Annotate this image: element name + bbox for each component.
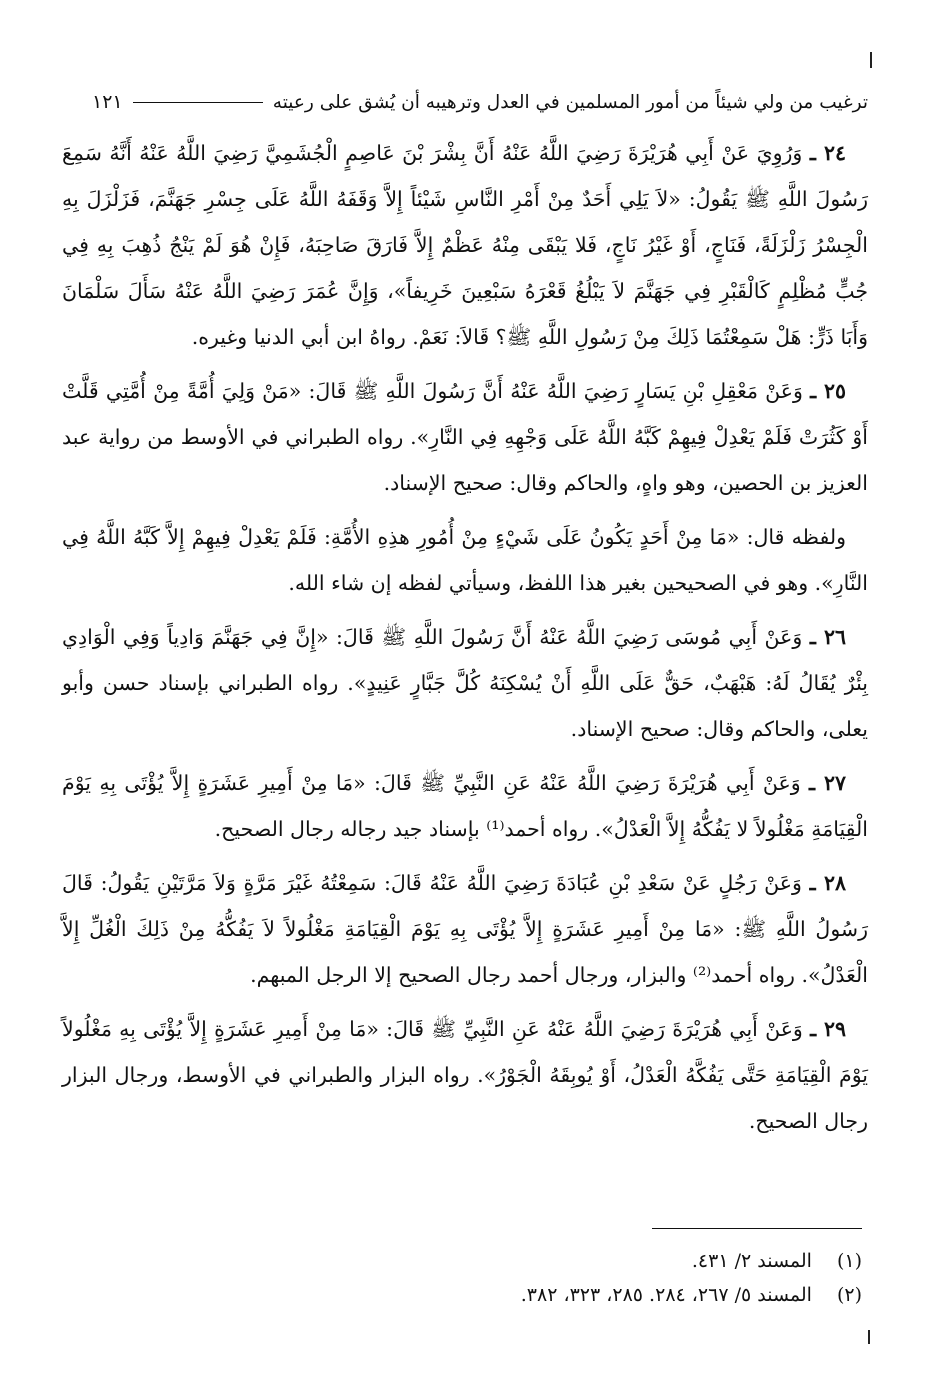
hadith-number: ٢٩ ـ: [810, 1017, 846, 1041]
hadith-text: وَعَنْ مَعْقِلِ بْنِ يَسَارٍ رَضِيَ اللَّهُ عَنْهُ أَنَّ رَسُولَ اللَّهِ ﷺ قَالَ: «مَنْ وَلِيَ أُمَّةً مِنْ أُمَّتِي قَلَّتْ أَوْ كَثُرَتْ فَلَمْ يَعْدِلْ فِيهِمْ كَبَّهُ اللَّهُ عَلَى وَجْهِهِ فِي النَّارِ». رواه الطبراني في الأوسط من رواية عبد العزيز بن الحصين، وهو واهٍ، والحاكم وقال: صحيح الإسناد.: [62, 379, 868, 495]
crop-mark: [870, 52, 872, 68]
footnote-number: (١): [836, 1250, 862, 1272]
hadith-number: ٢٦ ـ: [809, 625, 846, 649]
page-number: ١٢١: [92, 91, 123, 113]
running-header: [92, 82, 868, 122]
hadith-26: [62, 614, 868, 752]
hadith-27: [62, 760, 868, 852]
hadith-number: ٢٤ ـ: [809, 141, 846, 165]
footnote-1: [200, 1244, 862, 1278]
hadith-text: وَعَنْ رَجُلٍ عَنْ سَعْدِ بْنِ عُبَادَةَ رَضِيَ اللَّهُ عَنْهُ قَالَ: سَمِعْتُهُ غَيْرَ مَرَّةٍ وَلاَ مَرَّتَيْنِ يَقُولُ: قَالَ رَسُولُ اللَّهِ ﷺ: «مَا مِنْ أَمِيرِ عَشَرَةٍ إِلاَّ يُؤْتَى بِهِ يَوْمَ الْقِيَامَةِ مَغْلُولاً لاَ يَفُكُّهُ مِنْ ذَلِكَ الْغُلِّ إِلاَّ الْعَدْلُ». رواه أحمد⁽²⁾ والبزار، ورجال أحمد رجال الصحيح إلا الرجل المبهم.: [62, 871, 868, 987]
page-body: [62, 130, 868, 1152]
hadith-text: ولفظه قال: «مَا مِنْ أَحَدٍ يَكُونُ عَلَى شَيْءٍ مِنْ أُمُورِ هذِهِ الأُمَّةِ: فَلَمْ يَعْدِلْ فِيهِمْ إِلاَّ كَبَّهُ اللَّهُ فِي النَّارِ». وهو في الصحيحين بغير هذا اللفظ، وسيأتي لفظه إن شاء الله.: [62, 525, 868, 595]
footnote-separator: [652, 1228, 862, 1229]
hadith-number: ٢٧ ـ: [808, 771, 846, 795]
hadith-number: ٢٥ ـ: [810, 379, 846, 403]
hadith-28: [62, 860, 868, 998]
footnotes: [200, 1244, 862, 1312]
hadith-number: ٢٨ ـ: [809, 871, 846, 895]
hadith-25: [62, 368, 868, 506]
hadith-text: وَعَنْ أَبِي هُرَيْرَةَ رَضِيَ اللَّهُ عَنْهُ عَنِ النَّبِيِّ ﷺ قَالَ: «مَا مِنْ أَمِيرِ عَشَرَةٍ إِلاَّ يُؤْتَى بِهِ يَوْمَ الْقِيَامَةِ مَغْلُولاً لا يَفُكُّهُ إِلاَّ الْعَدْلُ». رواه أحمد⁽¹⁾ بإسناد جيد رجاله رجال الصحيح.: [62, 771, 868, 841]
hadith-25-variant: [62, 514, 868, 606]
footnote-text: المسند ٥/ ٢٦٧، ٢٨٤. ٢٨٥، ٣٢٣، ٣٨٢.: [520, 1284, 812, 1306]
hadith-text: وَعَنْ أَبِي هُرَيْرَةَ رَضِيَ اللَّهُ عَنْهُ عَنِ النَّبِيِّ ﷺ قَالَ: «مَا مِنْ أَمِيرِ عَشَرَةٍ إِلاَّ يُؤْتَى بِهِ مَغْلُولاً يَوْمَ الْقِيَامَةِ حَتَّى يَفُكَّهُ الْعَدْلُ، أَوْ يُوبِقَهُ الْجَوْرُ». رواه البزار والطبراني في الأوسط، ورجال البزار رجال الصحيح.: [62, 1017, 868, 1133]
hadith-29: [62, 1006, 868, 1144]
hadith-text: وَعَنْ أَبِي مُوسَى رَضِيَ اللَّهُ عَنْهُ أَنَّ رَسُولَ اللَّهِ ﷺ قَالَ: «إِنَّ فِي جَهَنَّمَ وَادِياً وَفِي الْوَادِي بِئْرٌ يُقَالُ لَهُ: هَبْهَبٌ، حَقٌّ عَلَى اللَّهِ أَنْ يُسْكِنَهُ كُلَّ جَبَّارٍ عَنِيدٍ». رواه الطبراني بإسناد حسن وأبو يعلى، والحاكم وقال: صحيح الإسناد.: [62, 625, 868, 741]
hadith-24: [62, 130, 868, 360]
header-title: ترغيب من ولي شيئاً من أمور المسلمين في العدل وترهيبه أن يُشق على رعيته: [272, 91, 868, 113]
hadith-text: وَرُوِيَ عَنْ أَبِي هُرَيْرَةَ رَضِيَ اللَّهُ عَنْهُ أَنَّ بِشْرَ بْنَ عَاصِمٍ الْجُشَمِيَّ رَضِيَ اللَّهُ عَنْهُ أَنَّهُ سَمِعَ رَسُولَ اللَّهِ ﷺ يَقُولُ: «لاَ يَلِي أَحَدٌ مِنْ أَمْرِ النَّاسِ شَيْئاً إِلاَّ وَقَفَهُ اللَّهُ عَلَى جِسْرِ جَهَنَّمَ، فَزَلْزَلَ بِهِ الْجِسْرُ زَلْزَلَةً، فَنَاجٍ، أَوْ غَيْرُ نَاجٍ، فَلا يَبْقَى مِنْهُ عَظْمٌ إِلاَّ فَارَقَ صَاحِبَهُ، فَإِنْ هُوَ لَمْ يَنْجُ ذُهِبَ بِهِ فِي جُبٍّ مُظْلِمٍ كَالْقَبْرِ فِي جَهَنَّمَ لاَ يَبْلُغُ قَعْرَهُ سَبْعِينَ خَرِيفاً»، وَإِنَّ عُمَرَ رَضِيَ اللَّهُ عَنْهُ سَأَلَ سَلْمَانَ وَأَبَا ذَرٍّ: هَلْ سَمِعْتُمَا ذَلِكَ مِنْ رَسُولِ اللَّهِ ﷺ؟ قَالاَ: نَعَمْ. رواهُ ابن أبي الدنيا وغيره.: [62, 141, 868, 349]
crop-mark: [868, 1330, 870, 1344]
header-rule: [133, 102, 263, 103]
footnote-2: [200, 1278, 862, 1312]
footnote-text: المسند ٢/ ٤٣١.: [691, 1250, 812, 1272]
footnote-number: (٢): [836, 1284, 862, 1306]
